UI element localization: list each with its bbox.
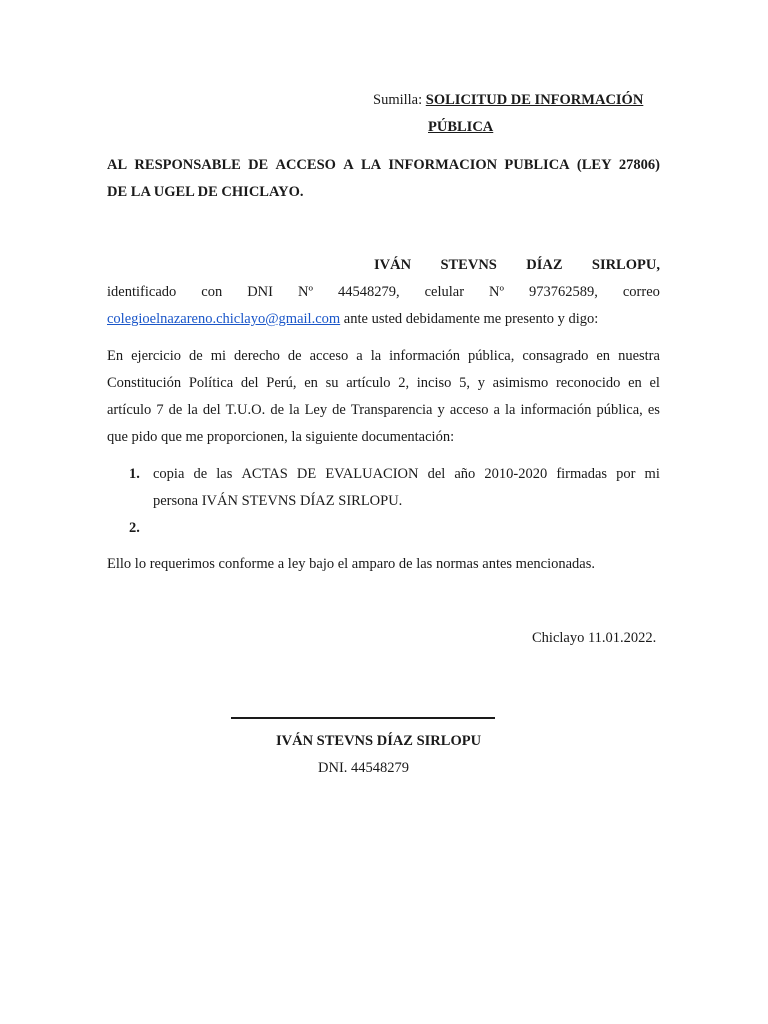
list-item-1-line2: persona IVÁN STEVNS DÍAZ SIRLOPU. bbox=[153, 493, 403, 509]
word: 44548279, bbox=[337, 284, 400, 300]
word: DÍAZ bbox=[526, 257, 563, 273]
word: acceso bbox=[309, 348, 349, 364]
word: DNI bbox=[247, 284, 273, 300]
word: es bbox=[647, 402, 660, 418]
word: Política bbox=[188, 375, 234, 391]
body-line-1 bbox=[107, 348, 660, 365]
word: información bbox=[389, 348, 461, 364]
sumilla-label: Sumilla: bbox=[373, 92, 423, 108]
word: acceso bbox=[449, 402, 489, 418]
word: ejercicio bbox=[131, 348, 182, 364]
word: IVÁN bbox=[374, 257, 412, 273]
word: del bbox=[427, 466, 446, 482]
word: 2010-2020 bbox=[484, 466, 548, 482]
word: a bbox=[356, 348, 363, 364]
sumilla-line bbox=[373, 92, 643, 109]
addressee-line2: DE LA UGEL DE CHICLAYO. bbox=[107, 184, 304, 200]
signature-dni: DNI. 44548279 bbox=[318, 760, 410, 776]
body-line-2 bbox=[107, 375, 660, 392]
word: las bbox=[216, 466, 233, 482]
word: de bbox=[287, 348, 302, 364]
list-item-2-number: 2. bbox=[129, 520, 140, 536]
word: y bbox=[477, 375, 485, 391]
body-line-4: que pido que me proporcionen, la siguiente documentación: bbox=[107, 429, 455, 445]
word: la bbox=[505, 402, 516, 418]
word: Nº bbox=[489, 284, 504, 300]
word: consagrado bbox=[522, 348, 589, 364]
word: asimismo bbox=[492, 375, 549, 391]
word: copia bbox=[153, 466, 185, 482]
word: inciso bbox=[416, 375, 452, 391]
word: en bbox=[596, 348, 611, 364]
word: de bbox=[168, 402, 183, 418]
list-item-1-line1 bbox=[153, 466, 660, 483]
word: Transparencia bbox=[350, 402, 433, 418]
word: pública, bbox=[468, 348, 515, 364]
word: la bbox=[370, 348, 382, 364]
word: y bbox=[437, 402, 445, 418]
word: 27806) bbox=[618, 157, 660, 173]
word: 5, bbox=[459, 375, 470, 391]
word: de bbox=[193, 466, 208, 482]
word: STEVNS bbox=[440, 257, 497, 273]
word: T.U.O. bbox=[225, 402, 266, 418]
word: Constitución bbox=[107, 375, 182, 391]
word: LA bbox=[360, 157, 382, 173]
word: Nº bbox=[297, 284, 313, 300]
word: de bbox=[189, 348, 203, 364]
list-item-1-number: 1. bbox=[129, 466, 140, 482]
word: correo bbox=[622, 284, 660, 300]
word: DE bbox=[248, 157, 269, 173]
word: En bbox=[107, 348, 124, 364]
body-line-3 bbox=[107, 402, 660, 419]
word: reconocido bbox=[555, 375, 621, 391]
addressee-line1 bbox=[107, 157, 660, 174]
word: 2, bbox=[398, 375, 410, 391]
word: celular bbox=[424, 284, 465, 300]
applicant-email-line bbox=[107, 311, 598, 328]
word: ACTAS bbox=[241, 466, 288, 482]
word: del bbox=[240, 375, 259, 391]
word: EVALUACION bbox=[325, 466, 419, 482]
word: mi bbox=[210, 348, 227, 364]
word: información bbox=[520, 402, 592, 418]
word: 973762589, bbox=[529, 284, 598, 300]
word: año bbox=[454, 466, 476, 482]
word: con bbox=[201, 284, 223, 300]
signature-line bbox=[231, 717, 495, 719]
word: nuestra bbox=[618, 348, 660, 364]
word: a bbox=[493, 402, 500, 418]
word: ACCESO bbox=[275, 157, 336, 173]
word: A bbox=[343, 157, 354, 173]
word: de bbox=[332, 402, 346, 418]
word: en bbox=[628, 375, 642, 391]
word: por bbox=[616, 466, 636, 482]
word: Perú, bbox=[266, 375, 297, 391]
word: artículo bbox=[107, 402, 152, 418]
word: DE bbox=[296, 466, 317, 482]
closing-text: Ello lo requerimos conforme a ley bajo el amparo de las normas antes mencionadas. bbox=[107, 556, 596, 572]
sumilla-title-line1: SOLICITUD DE INFORMACIÓN bbox=[425, 92, 644, 108]
word: INFORMACION bbox=[388, 157, 498, 173]
word: AL bbox=[107, 157, 128, 173]
applicant-id-line bbox=[107, 284, 660, 301]
place-date: Chiclayo 11.01.2022. bbox=[532, 630, 657, 646]
word: el bbox=[649, 375, 660, 391]
intro-rest: ante usted debidamente me presento y digo: bbox=[343, 311, 599, 327]
word: derecho bbox=[234, 348, 280, 364]
word: del bbox=[202, 402, 221, 418]
word: PUBLICA bbox=[504, 157, 570, 173]
word: en bbox=[304, 375, 318, 391]
word: artículo bbox=[346, 375, 391, 391]
word: firmadas bbox=[556, 466, 608, 482]
word: RESPONSABLE bbox=[134, 157, 241, 173]
word: Ley bbox=[304, 402, 328, 418]
email-link[interactable]: colegioelnazareno.chiclayo@gmail.com bbox=[107, 311, 341, 327]
word: la bbox=[187, 402, 198, 418]
word: mi bbox=[644, 466, 660, 482]
word: SIRLOPU, bbox=[591, 257, 660, 273]
word: (LEY bbox=[576, 157, 612, 173]
word: identificado bbox=[107, 284, 177, 300]
applicant-name-line bbox=[374, 257, 660, 274]
word: 7 bbox=[156, 402, 164, 418]
word: de bbox=[270, 402, 284, 418]
word: la bbox=[289, 402, 300, 418]
sumilla-title-line2: PÚBLICA bbox=[428, 119, 494, 135]
signature-name: IVÁN STEVNS DÍAZ SIRLOPU bbox=[276, 733, 482, 749]
word: su bbox=[325, 375, 339, 391]
word: pública, bbox=[596, 402, 643, 418]
